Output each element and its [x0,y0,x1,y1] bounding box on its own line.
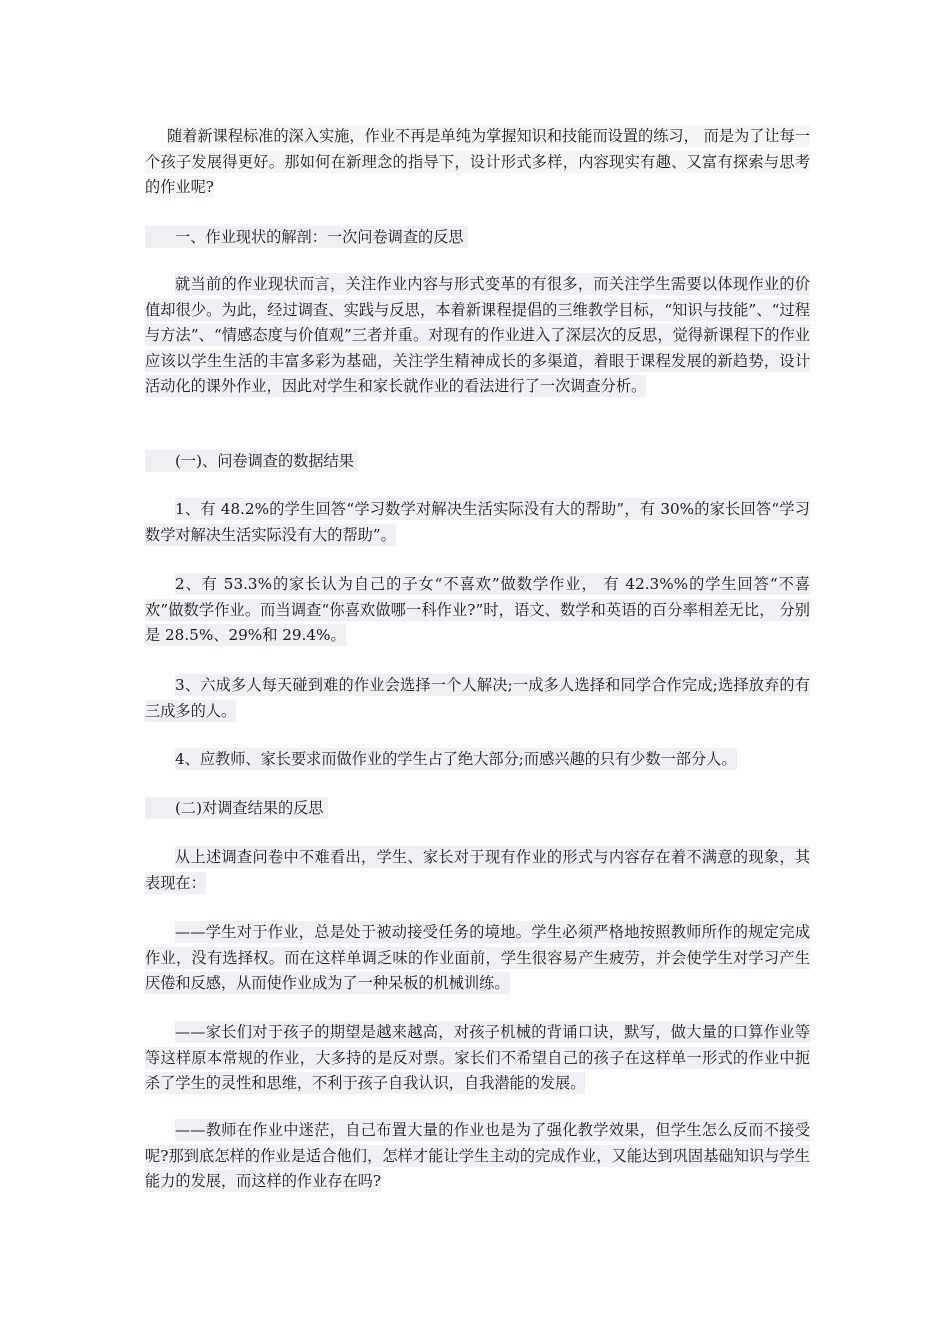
sub2-heading [145,796,328,822]
reflect-teachers-paragraph [145,1118,810,1195]
section1-title: 一、作业现状的解剖：一次问卷调查的反思 [145,226,468,248]
sub1-title: (一)、问卷调查的数据结果 [145,450,358,472]
reflect-teachers-text: ——教师在作业中迷茫，自己布置大量的作业也是为了强化教学效果，但学生怎么反而不接受呢?那到底怎样的作业是适合他们，怎样才能让学生主动的完成作业，又能达到巩固基础知识与学生能力的发展，而这样的作业存在吗? [145,1121,810,1191]
survey-item-2-text: 2、有 53.3%的家长认为自己的子女“不喜欢”做数学作业， 有 42.3%%的学生回答“不喜欢”做数学作业。而当调查“你喜欢做哪一科作业?”时，语文、数学和英语的百分率相差无比， 分别是 28.5%、29%和 29.4%。 [145,575,810,645]
survey-item-1 [145,497,810,548]
reflect-intro-paragraph [145,845,810,896]
survey-item-1-text: 1、有 48.2%的学生回答“学习数学对解决生活实际没有大的帮助”，有 30%的家长回答“学习数学对解决生活实际没有大的帮助”。 [145,500,810,544]
survey-item-4-text: 4、应教师、家长要求而做作业的学生占了绝大部分;而感兴趣的只有少数一部分人。 [175,750,737,768]
survey-item-4 [145,747,810,773]
reflect-intro-text: 从上述调查问卷中不难看出，学生、家长对于现有作业的形式与内容存在着不满意的现象，其表现在： [145,848,810,892]
section1-heading [145,225,468,251]
section1-body: 就当前的作业现状而言，关注作业内容与形式变革的有很多，而关注学生需要以体现作业的价值却很少。为此，经过调查、实践与反思，本着新课程提倡的三维教学目标，“知识与技能”、“过程与方法”、“情感态度与价值观”三者并重。对现有的作业进入了深层次的反思，觉得新课程下的作业应该以学生生活的丰富多彩为基础，关注学生精神成长的多渠道，着眼于课程发展的新趋势，设计活动化的课外作业，因此对学生和家长就作业的看法进行了一次调查分析。 [145,275,810,396]
survey-item-2 [145,572,810,649]
reflect-students-text: ——学生对于作业，总是处于被动接受任务的境地。学生必须严格地按照教师所作的规定完成作业，没有选择权。而在这样单调乏味的作业面前，学生很容易产生疲劳，并会使学生对学习产生厌倦和反感，从而使作业成为了一种呆板的机械训练。 [145,923,810,993]
intro-text: 随着新课程标准的深入实施，作业不再是单纯为掌握知识和技能而设置的练习， 而是为了让每一个孩子发展得更好。那如何在新理念的指导下，设计形式多样，内容现实有趣、又富有探索与思考的作业呢? [145,127,810,197]
section1-paragraph [145,272,810,400]
sub2-title: (二)对调查结果的反思 [145,797,328,819]
reflect-parents-text: ——家长们对于孩子的期望是越来越高，对孩子机械的背诵口诀，默写，做大量的口算作业等等这样原本常规的作业，大多持的是反对票。家长们不希望自己的孩子在这样单一形式的作业中扼杀了学生的灵性和思维，不利于孩子自我认识，自我潜能的发展。 [145,1023,810,1093]
survey-item-3-text: 3、六成多人每天碰到难的作业会选择一个人解决;一成多人选择和同学合作完成;选择放弃的有三成多的人。 [145,676,810,720]
reflect-students-paragraph [145,920,810,997]
sub1-heading [145,449,358,475]
intro-paragraph [145,124,810,201]
survey-item-3 [145,673,810,724]
reflect-parents-paragraph [145,1020,810,1097]
